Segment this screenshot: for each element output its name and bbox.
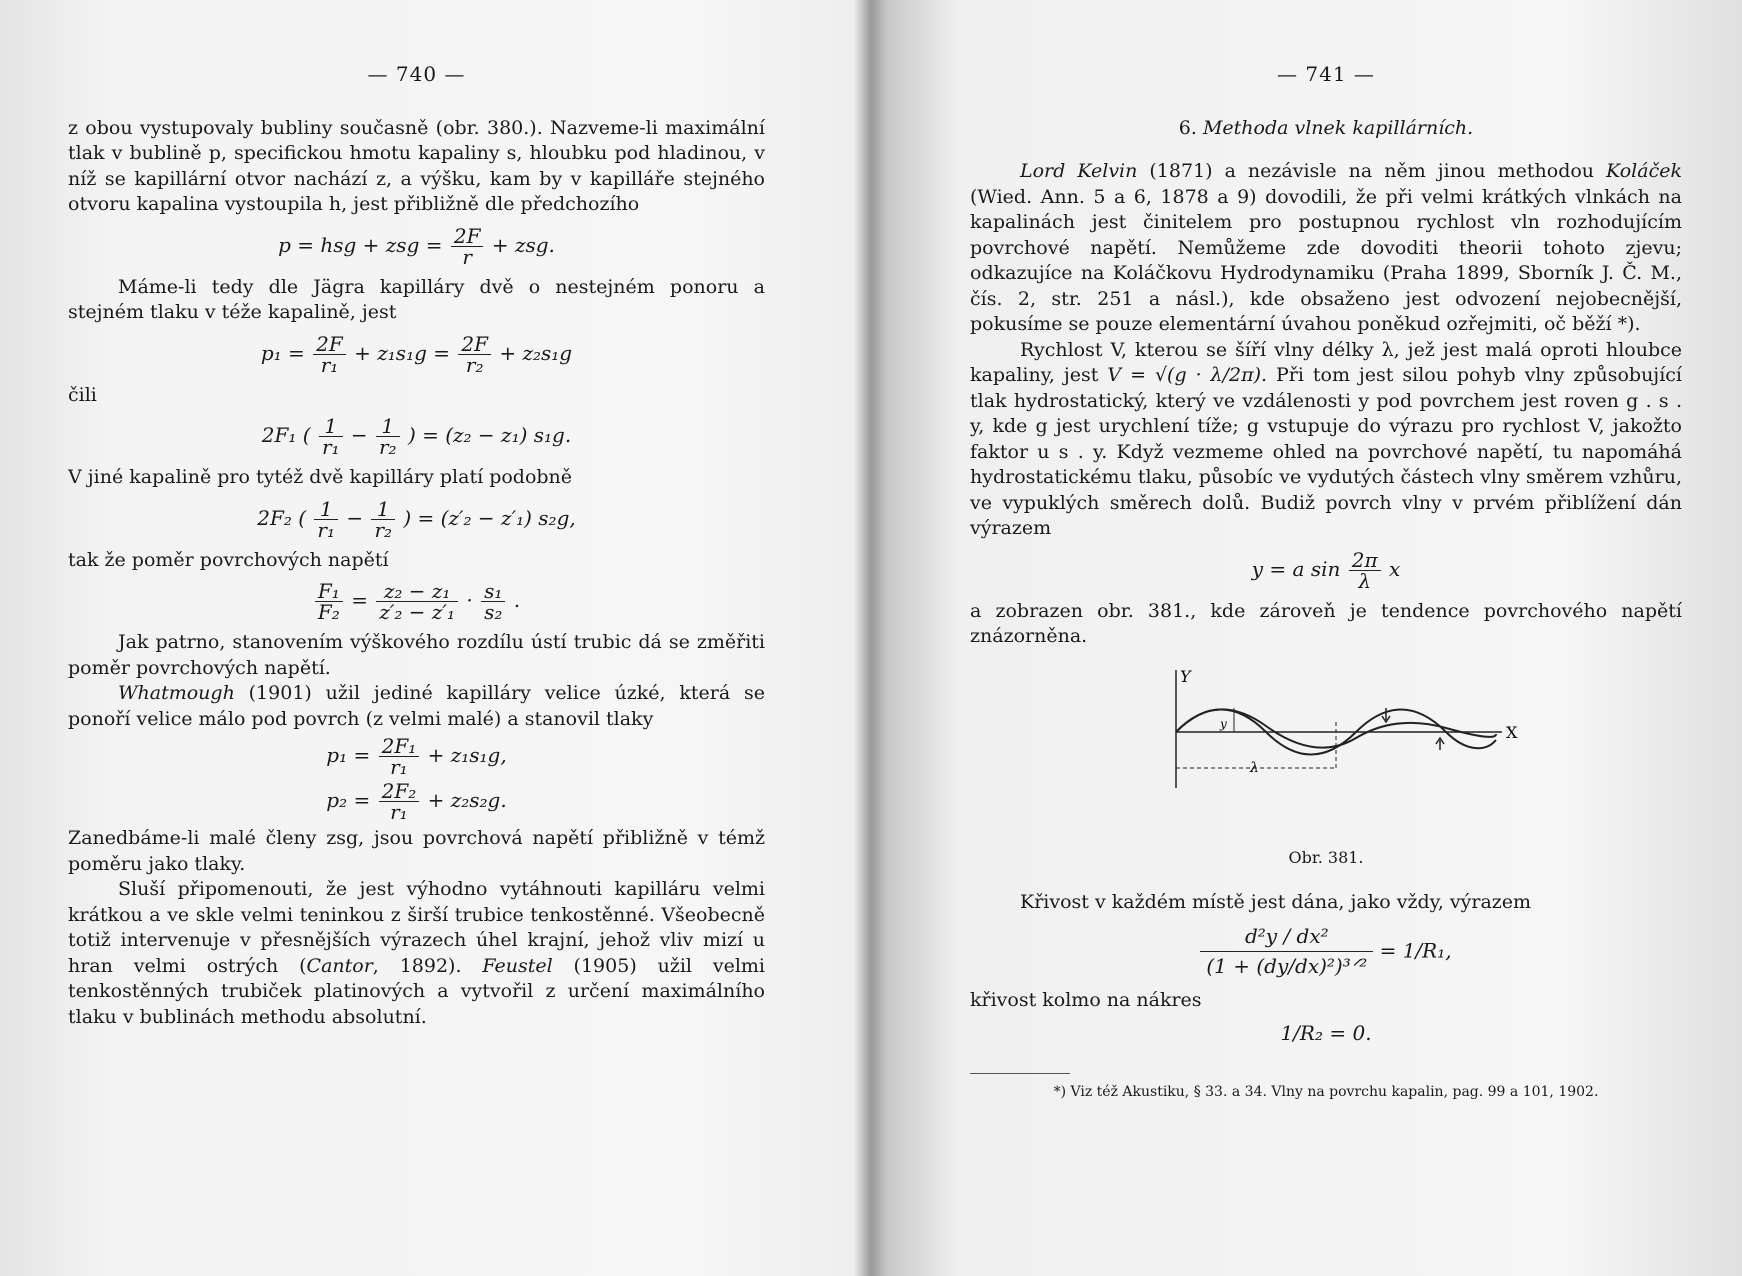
paragraph: Křivost v každém místě jest dána, jako vždy, výrazem xyxy=(1020,891,1532,913)
equation-curvature: $\frac{\text{d²y / dx²}}{\text{(1 + (dy/dx)²)³ᐟ²}}$ = 1/R₁, xyxy=(970,924,1682,980)
equation-wave: y = a sin $\frac{2\pi}{\lambda}$ x xyxy=(1251,547,1401,593)
right-page xyxy=(880,0,1742,1276)
svg-text:y: y xyxy=(1220,716,1227,731)
equation-7: p₂ = $\frac{\text{2F₂}}{\text{r₁}}$ + z₂s₂g. xyxy=(326,779,507,824)
svg-text:Y: Y xyxy=(1180,666,1191,686)
paragraph: V jiné kapalině pro tytéž dvě kapilláry platí podobně xyxy=(68,466,573,488)
paragraph: a zobrazen obr. 381., kde zároveň je tendence povrchového napětí znázorněna. xyxy=(970,599,1682,647)
figure-381 xyxy=(970,660,1682,845)
footnote-rule xyxy=(970,1073,1070,1074)
equation-2: p₁ = $\frac{2F}{\text{r₁}}$ + z₁s₁g = $\frac{2F}{\text{r₂}}$ + z₂s₁g xyxy=(260,331,573,377)
equation-4: 2F₂ ( $\frac{1}{\text{r₁}}$ − $\frac{1}{\text{r₂}}$ ) = (z′₂ − z′₁) s₂g, xyxy=(257,496,576,542)
paragraph: tak že poměr povrchových napětí xyxy=(68,548,389,571)
svg-text:λ: λ xyxy=(1250,759,1259,776)
footnote: *) Viz též Akustiku, § 33. a 34. Vlny na povrchu kapalin, pag. 99 a 101, 1902. xyxy=(1053,1083,1599,1100)
equation-r2: 1/R₂ = 0. xyxy=(1280,1021,1372,1045)
page-number-right: — 741 — xyxy=(1277,62,1375,86)
paragraph: Whatmough (1901) užil jediné kapilláry velice úzké, která se ponoří velice málo pod povrch (z velmi malé) a stanovil tlaky xyxy=(68,682,765,730)
section-heading: 6. Methoda vlnek kapillárních. xyxy=(1178,116,1474,139)
paragraph: čili xyxy=(68,383,97,406)
paragraph: z obou vystupovaly bubliny současně (obr. 380.). Nazveme-li maximální tlak v bublině p, specifickou hmotu kapaliny s, hloubku pod hladinou, v níž se kapillární otvor nachází z, a výšku, kam by v kapilláře stejného otvoru kapalina vystoupila h, jest přibližně dle předchozího xyxy=(68,116,765,215)
paragraph: křivost kolmo na nákres xyxy=(970,988,1202,1011)
wave-diagram xyxy=(970,660,1682,845)
paragraph: Lord Kelvin (1871) a nezávisle na něm jinou methodou Koláček (Wied. Ann. 5 a 6, 1878 a 9) dovodili, že při velmi krátkých vlnkách na kapalinách jest činitelem pro postupnou rychlost vln rozhodujícím povrchové napětí. Nemůžeme zde dovoditi theorii tohoto zjevu; odkazujíce na Koláčkovu Hydrodynamiku (Praha 1899, Sborník J. Č. M., čís. 2, str. 251 a násl.), kde obsaženo jest odvození nejobecnější, pokusíme se pouze elementární úvahou poněkud ozřejmiti, oč běží *). xyxy=(970,160,1682,335)
paragraph: Máme-li tedy dle Jägra kapilláry dvě o nestejném ponoru a stejném tlaku v téže kapalině, jest xyxy=(68,275,765,323)
left-page xyxy=(0,0,860,1276)
paragraph: Rychlost V, kterou se šíří vlny délky λ, jež jest malá oproti hloubce kapaliny, jest V = √(g · λ/2π). Při tom jest silou pohyb vlny způsobující tlak hydrostatický, který ve vzdálenosti y pod povrchem jest roven g . s . y, kde g jest urychlení tíže; g vstupuje do výrazu pro rychlost V, jakožto faktor u s . y. Když vezmeme ohled na povrchové napětí, tu napomáhá hydrostatickému tlaku, působíc ve vydutých částech vlny směrem vzhůru, ve vypuklých směrech dolů. Budiž povrch vlny v prvém přiblížení dán výrazem xyxy=(970,338,1682,539)
paragraph: Jak patrno, stanovením výškového rozdílu ústí trubic dá se změřiti poměr povrchových napětí. xyxy=(68,631,765,679)
paragraph: Zanedbáme-li malé členy zsg, jsou povrchová napětí přibližně v témž poměru jako tlaky. xyxy=(68,827,765,875)
equation-5: $\frac{\text{F₁}}{\text{F₂}}$ = $\frac{\text{z₂ − z₁}}{\text{z′₂ − z′₁}}$ · $\frac{\text{s₁}}{\text{s₂}}$ . xyxy=(68,581,765,622)
equation-1: p = hsg + zsg = $\frac{2F}{r}$ + zsg. xyxy=(278,223,555,269)
figure-caption: Obr. 381. xyxy=(1288,847,1364,867)
page-number-left: — 740 — xyxy=(367,62,466,86)
equation-6: p₁ = $\frac{\text{2F₁}}{\text{r₁}}$ + z₁s₁g, xyxy=(326,734,507,779)
paragraph: Sluší připomenouti, že jest výhodno vytáhnouti kapilláru velmi krátkou a ve skle velmi teninkou z širší trubice tenkostěnné. Všeobecně totiž intervenuje v přesnějších výrazech úhel krajní, jehož vliv mizí u hran velmi ostrých (Cantor, 1892). Feustel (1905) užil velmi tenkostěnných trubiček platinových a vytvořil z určení maximálního tlaku v bublinách methodu absolutní. xyxy=(68,878,765,1028)
svg-text:X: X xyxy=(1506,722,1518,742)
equation-3: 2F₁ ( $\frac{1}{\text{r₁}}$ − $\frac{1}{\text{r₂}}$ ) = (z₂ − z₁) s₁g. xyxy=(261,414,572,459)
